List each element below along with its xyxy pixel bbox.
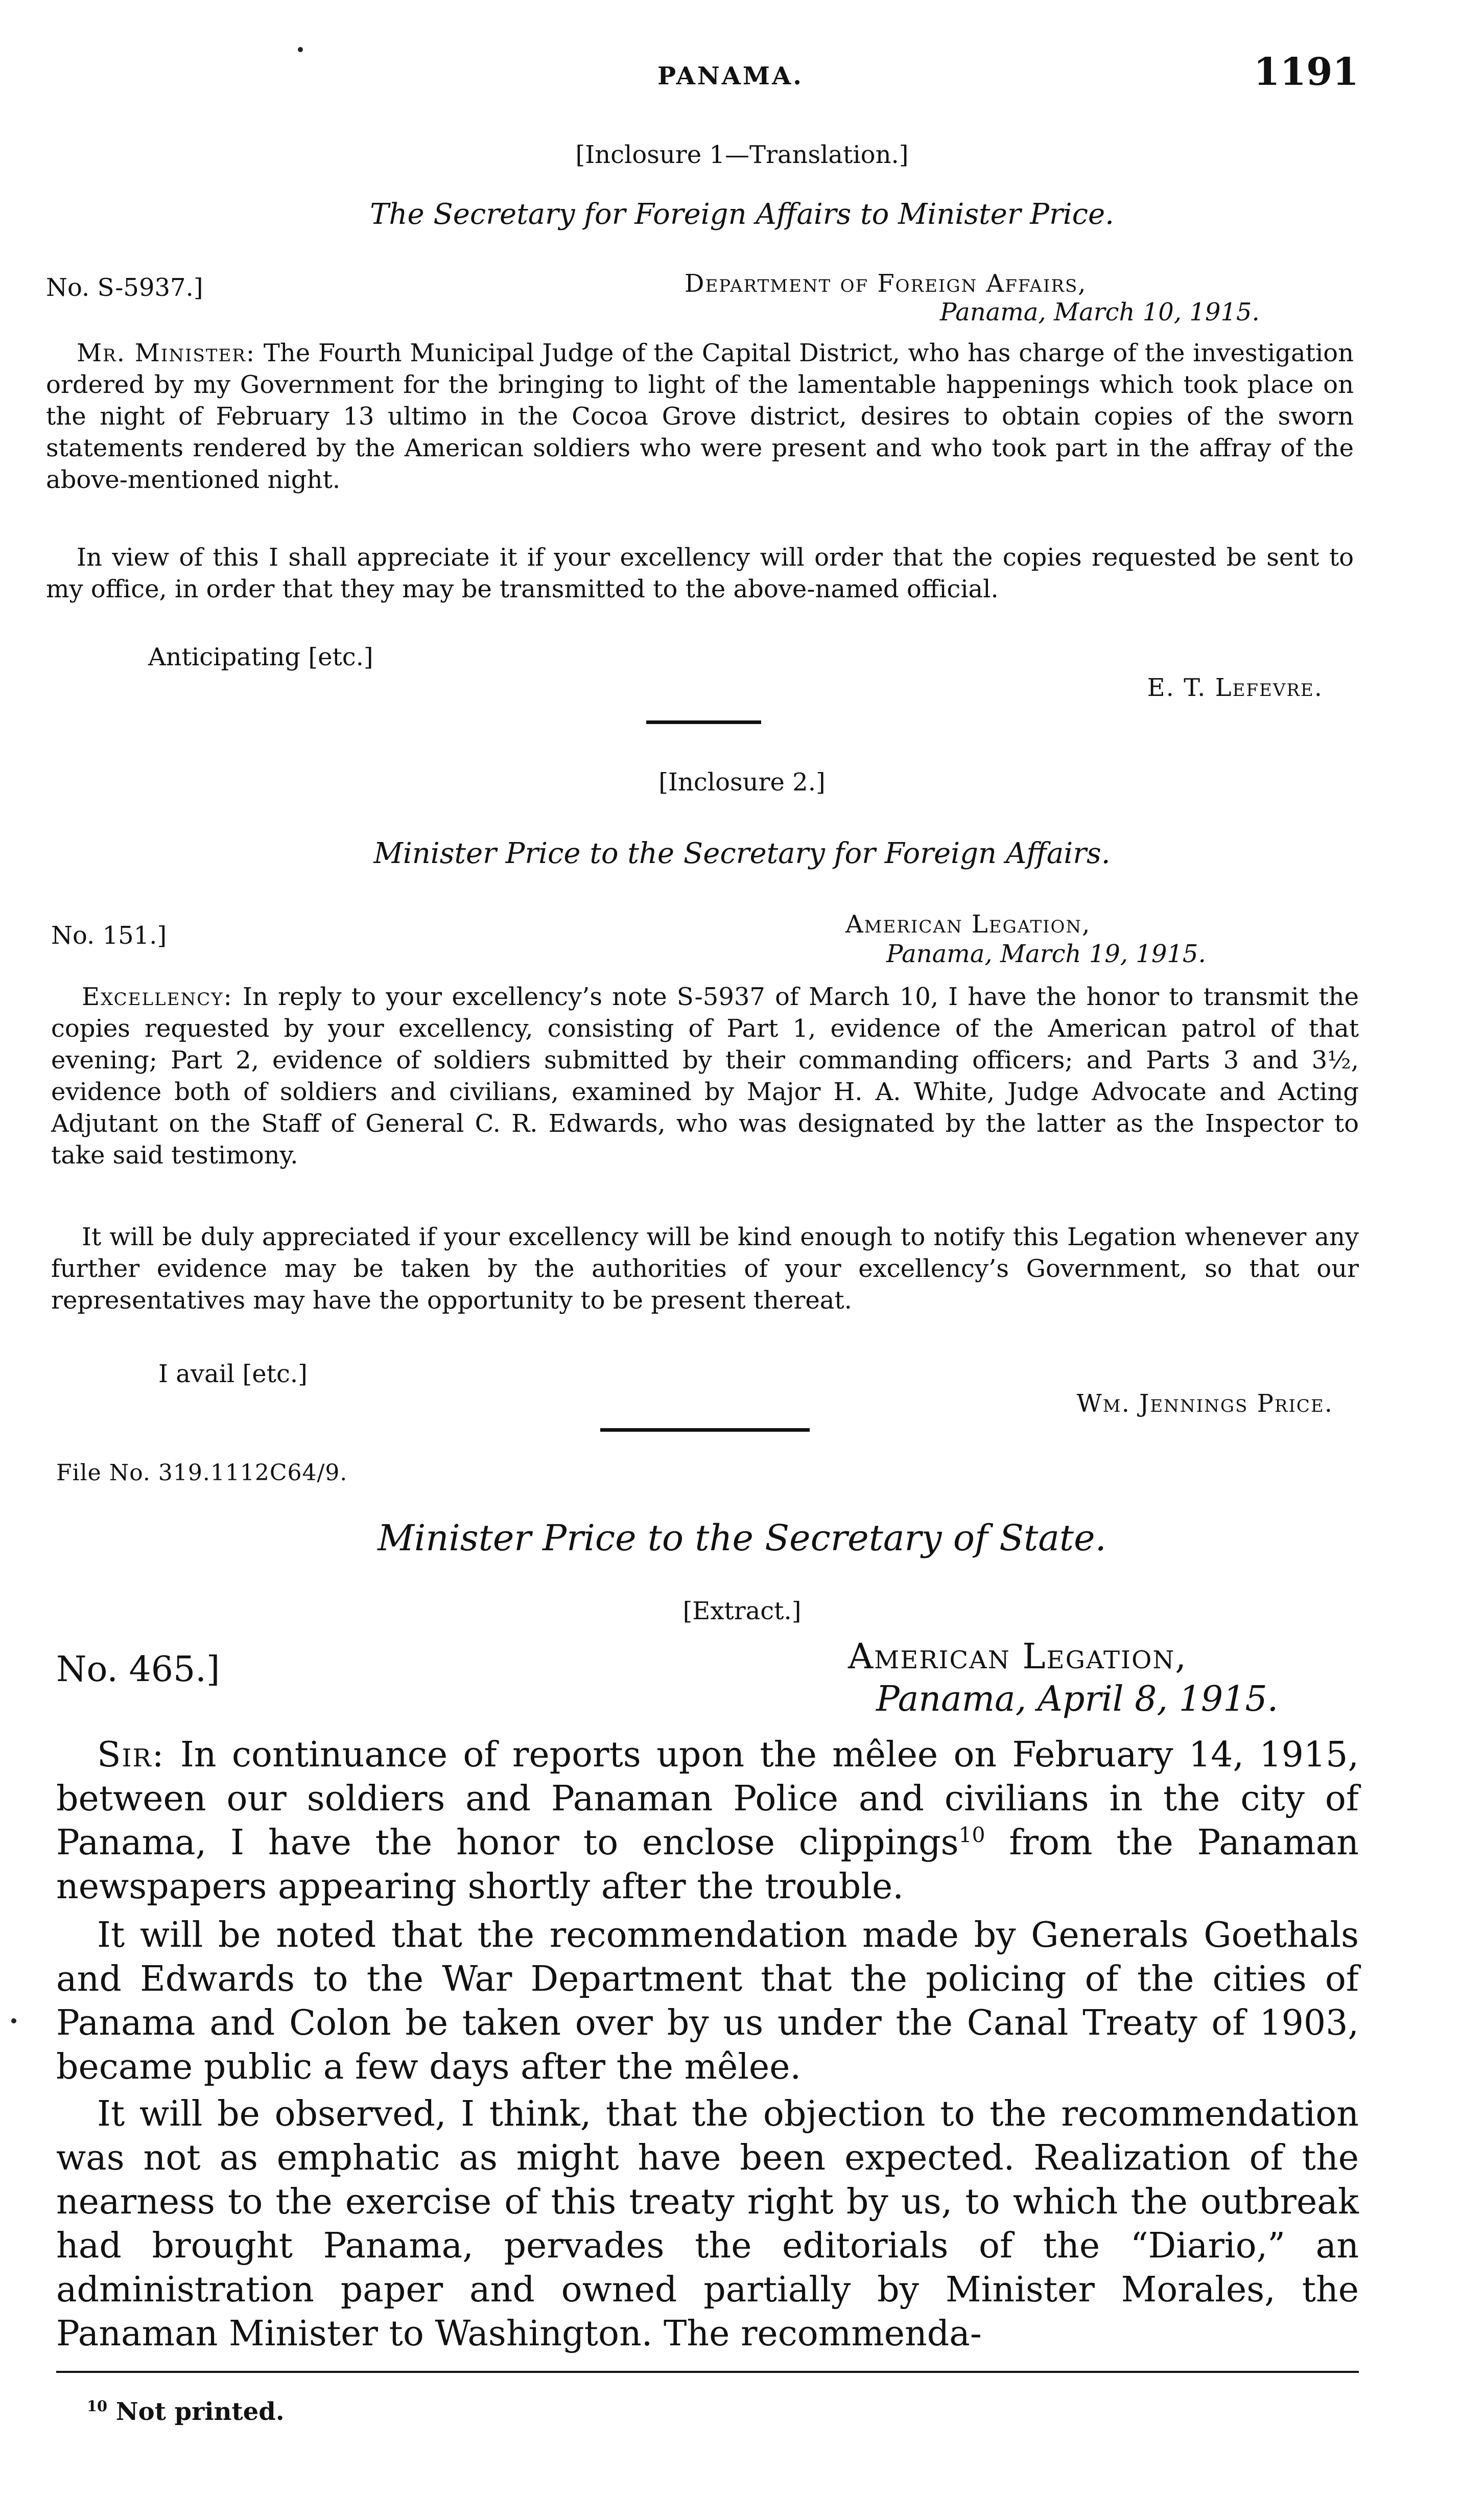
footnote-text: Not printed. [115, 2397, 285, 2426]
dispatch-paragraph-1 [56, 1733, 1359, 1909]
footnote-mark: 10 [87, 2397, 108, 2415]
footnote-reference: 10 [958, 1823, 985, 1848]
inclosure-1-number: No. S-5937.] [46, 273, 203, 302]
inclosure-2-legation: American Legation, [845, 910, 1091, 939]
footnote [87, 2396, 853, 2427]
inclosure-2-label: [Inclosure 2.] [658, 768, 826, 797]
divider-rule [600, 1428, 810, 1432]
inclosure-1-place-date: Panama, March 10, 1915. [940, 298, 1260, 327]
divider-rule [646, 720, 761, 724]
dispatch-place-date: Panama, April 8, 1915. [876, 1679, 1279, 1719]
salutation: Sir: [97, 1735, 165, 1775]
running-title: PANAMA. [657, 62, 804, 90]
dispatch-paragraph-3 [56, 2092, 1359, 2356]
inclosure-1-heading: The Secretary for Foreign Affairs to Minister Price. [370, 198, 1114, 231]
inclosure-1-dept: Department of Foreign Affairs, [685, 269, 1087, 298]
salutation: Excellency: [82, 983, 233, 1011]
dispatch-label: [Extract.] [682, 1597, 802, 1625]
paragraph-text: It will be duly appreciated if your excellency will be kind enough to notify this Legation whenever any further evidence may be taken by the authorities of your excellency’s Government, so that our representatives may have the opportunity to be present thereat. [51, 1223, 1359, 1315]
salutation: Mr. Minister: [77, 339, 256, 367]
inclosure-1-label: [Inclosure 1—Translation.] [575, 141, 909, 169]
dispatch-number: No. 465.] [56, 1649, 220, 1690]
inclosure-2-signature: Wm. Jennings Price. [1076, 1389, 1333, 1418]
paragraph-text: In view of this I shall appreciate it if your excellency will order that the copies requested be sent to my office, in order that they may be transmitted to the above-named official. [46, 543, 1354, 603]
inclosure-2-place-date: Panama, March 19, 1915. [886, 940, 1206, 968]
paragraph-text: It will be observed, I think, that the objection to the recommendation was not as emphatic as might have been expected. Realization of the nearness to the exercise of this treaty right by us, to which the outbreak had brought Panama, pervades the editorials of the “Diario,” an administration paper and owned partially by Minister Morales, the Panaman Minister to Washington. The recommenda- [56, 2094, 1359, 2354]
dispatch-legation: American Legation, [848, 1637, 1187, 1677]
page-number: 1191 [1254, 50, 1359, 94]
inclosure-1-paragraph-1 [46, 337, 1354, 496]
inclosure-2-paragraph-1 [51, 981, 1359, 1171]
inclosure-2-closing: I avail [etc.] [158, 1360, 308, 1388]
footnote-rule [56, 2371, 1359, 2373]
inclosure-2-paragraph-2 [51, 1221, 1359, 1316]
inclosure-2-heading: Minister Price to the Secretary for Foreign Affairs. [373, 837, 1111, 870]
file-number: File No. 319.1112C64/9. [56, 1460, 348, 1486]
inclosure-1-closing: Anticipating [etc.] [148, 643, 373, 671]
inclosure-2-number: No. 151.] [51, 921, 167, 950]
paragraph-text: In reply to your excellency’s note S-5937 of March 10, I have the honor to transmit the copies requested by your excellency, consisting of Part 1, evidence of the American patrol of that evening; Part 2, evidence of soldiers submitted by their commanding officers; and Parts 3 and 3½, evidence both of soldiers and civilians, examined by Major H. A. White, Judge Advocate and Acting Adjutant on the Staff of General C. R. Edwards, who was designated by the latter as the Inspector to take said testimony. [51, 983, 1359, 1170]
paragraph-text: from the Panaman newspapers appearing shortly after the trouble. [56, 1823, 1359, 1907]
paragraph-text: It will be noted that the recommendation made by Generals Goethals and Edwards to the War Department that the policing of the cities of Panama and Colon be taken over by us under the Canal Treaty of 1903, became public a few days after the mêlee. [56, 1915, 1359, 2087]
dispatch-paragraph-2 [56, 1914, 1359, 2089]
inclosure-1-paragraph-2 [46, 542, 1354, 605]
paragraph-text: The Fourth Municipal Judge of the Capital District, who has charge of the investigation ordered by my Government for the bringing to light of the lamentable happenings which took place on the night of February 13 ultimo in the Cocoa Grove district, desires to obtain copies of the sworn statements rendered by the American soldiers who were present and who took part in the affray of the above-mentioned night. [46, 339, 1354, 494]
inclosure-1-signature: E. T. Lefevre. [1147, 673, 1323, 702]
print-speck [11, 2018, 16, 2023]
dispatch-heading: Minister Price to the Secretary of State. [378, 1517, 1106, 1559]
print-speck [298, 47, 303, 52]
paragraph-text: In continuance of reports upon the mêlee on February 14, 1915, between our soldiers and Panaman Police and civilians in the city of Panama, I have the honor to enclose clippings [56, 1735, 1359, 1863]
